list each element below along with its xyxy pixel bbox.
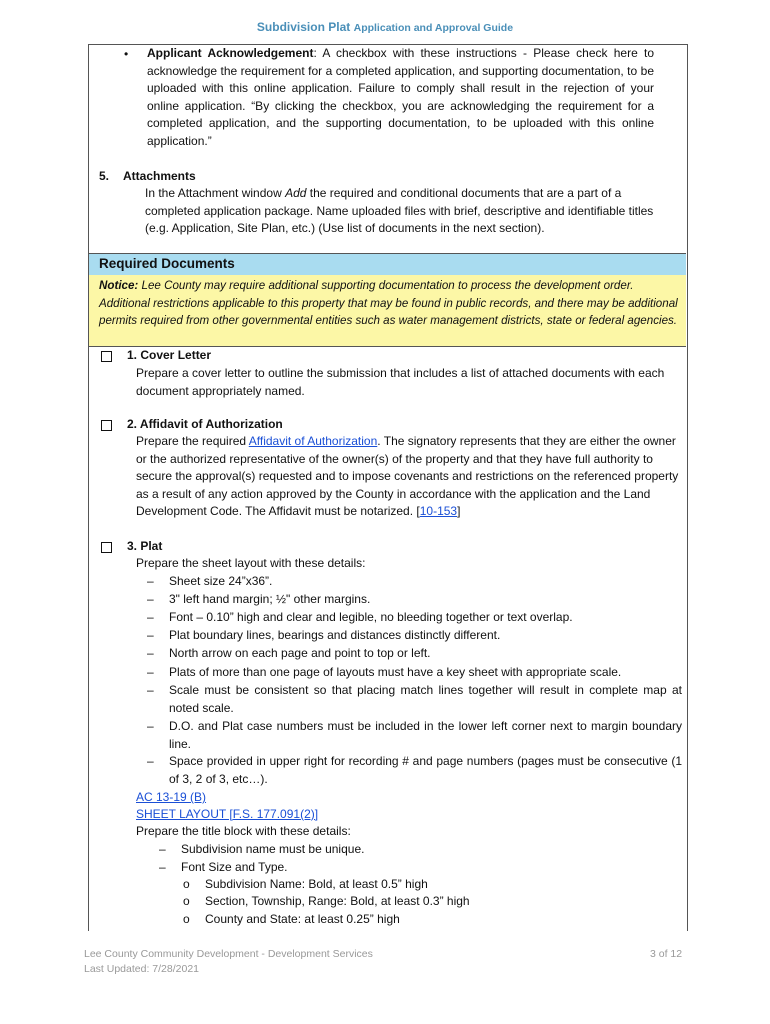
cover-letter-checkbox[interactable] bbox=[101, 351, 112, 362]
plat-sheet-item: Plat boundary lines, bearings and distances distinctly different. bbox=[169, 628, 501, 642]
dash-icon: – bbox=[147, 610, 154, 624]
footer-org: Lee County Community Development - Development Services bbox=[84, 948, 373, 960]
title-item: Subdivision name must be unique. bbox=[181, 842, 365, 856]
dash-icon: – bbox=[147, 683, 154, 697]
attachments-paragraph bbox=[145, 185, 665, 238]
page-header bbox=[0, 20, 770, 34]
plat-checkbox[interactable] bbox=[101, 542, 112, 553]
attachments-title: Attachments bbox=[123, 169, 196, 183]
attachments-text-after: the required and conditional documents that are a part of a completed application package. Name uploaded files with brief, descriptive and identifiable titles (e.g. Application, Site Plan, etc.) (Use list of documents in the next section). bbox=[145, 186, 654, 236]
affidavit-title: 2. Affidavit of Authorization bbox=[127, 417, 283, 431]
header-title: Subdivision Plat bbox=[256, 20, 351, 34]
ac-13-19-link[interactable]: AC 13-19 (B) bbox=[136, 790, 207, 804]
attachments-add-word: Add bbox=[285, 186, 307, 200]
cover-letter-text: Prepare a cover letter to outline the submission that includes a list of attached documents with each document appropriately named. bbox=[136, 366, 665, 398]
plat-sheet-item: Plats of more than one page of layouts must have a key sheet with appropriate scale. bbox=[169, 665, 622, 679]
plat-sheet-item: 3" left hand margin; ½" other margins. bbox=[169, 592, 371, 606]
affidavit-paragraph bbox=[136, 433, 681, 521]
acknowledgement-label: Applicant Acknowledgement bbox=[147, 46, 314, 60]
notice-paragraph bbox=[99, 277, 679, 330]
circle-bullet-icon: o bbox=[183, 877, 190, 891]
title-block-intro: Prepare the title block with these details: bbox=[136, 824, 351, 838]
attachments-text-before: In the Attachment window bbox=[145, 186, 286, 200]
title-item: Font Size and Type. bbox=[181, 860, 288, 874]
plat-title: 3. Plat bbox=[127, 539, 163, 553]
plat-sheet-item: Sheet size 24”x36”. bbox=[169, 574, 273, 588]
dash-icon: – bbox=[159, 842, 166, 856]
footer-updated: Last Updated: 7/28/2021 bbox=[84, 963, 200, 975]
plat-sheet-item: North arrow on each page and point to top or left. bbox=[169, 646, 431, 660]
plat-sheet-item: D.O. and Plat case numbers must be included in the lower left corner next to margin boundary line. bbox=[169, 719, 682, 751]
font-item: County and State: at least 0.25” high bbox=[205, 912, 400, 926]
circle-bullet-icon: o bbox=[183, 894, 190, 908]
font-item: Subdivision Name: Bold, at least 0.5” high bbox=[205, 877, 428, 891]
dash-icon: – bbox=[147, 719, 154, 733]
font-item: Section, Township, Range: Bold, at least 0.3” high bbox=[205, 894, 470, 908]
acknowledgement-paragraph bbox=[147, 45, 654, 151]
dash-icon: – bbox=[147, 754, 154, 768]
cover-letter-title: 1. Cover Letter bbox=[127, 348, 212, 362]
affidavit-text-before: Prepare the required bbox=[136, 434, 249, 448]
dash-icon: – bbox=[147, 574, 154, 588]
dash-icon: – bbox=[147, 628, 154, 642]
acknowledgement-text: : A checkbox with these instructions - Please check here to acknowledge the requirement for a completed application, and supporting documentation, to be uploaded with this online application. Failure to comply shall result in the rejection of your online application. “By clicking the checkbox, you are acknowledging the requirement for a completed application, and the supporting documentation, to be uploaded with this online application.” bbox=[147, 46, 655, 148]
dash-icon: – bbox=[147, 592, 154, 606]
circle-bullet-icon: o bbox=[183, 912, 190, 926]
dash-icon: – bbox=[147, 665, 154, 679]
footer-page-number: 3 of 12 bbox=[650, 948, 683, 960]
affidavit-checkbox[interactable] bbox=[101, 420, 112, 431]
plat-sheet-item: Space provided in upper right for recording # and page numbers (pages must be consecutive (1 of 3, 2 of 3, etc…). bbox=[169, 754, 682, 786]
required-documents-header bbox=[89, 253, 686, 276]
plat-sheet-item: Font – 0.10” high and clear and legible, no bleeding together or text overlap. bbox=[169, 610, 573, 624]
ldc-10-153-link[interactable]: 10-153 bbox=[419, 504, 458, 519]
affidavit-text-end: ] bbox=[457, 504, 461, 519]
dash-icon: – bbox=[147, 646, 154, 660]
affidavit-link[interactable]: Affidavit of Authorization bbox=[248, 434, 378, 448]
sheet-layout-link[interactable]: SHEET LAYOUT [F.S. 177.091(2)] bbox=[136, 807, 319, 821]
required-documents-title: Required Documents bbox=[99, 256, 235, 271]
header-subtitle: Application and Approval Guide bbox=[353, 22, 514, 34]
plat-sheet-item: Scale must be consistent so that placing match lines together will result in complete map at noted scale. bbox=[169, 683, 682, 715]
plat-intro: Prepare the sheet layout with these details: bbox=[136, 556, 366, 570]
notice-label: Notice: bbox=[99, 279, 139, 292]
dash-icon: – bbox=[159, 860, 166, 874]
notice-box bbox=[89, 275, 686, 347]
notice-text: Lee County may require additional supporting documentation to process the development order. Additional restrictions applicable to this property that may be found in public records, and there may be additional permits required from other governmental entities such as water management districts, state or federal agencies. bbox=[99, 279, 678, 328]
affidavit-text-after: . The signatory represents that they are either the owner or the authorized representative of the owner(s) of the property and that they have full authority to secure the approval(s) requested and to impose covenants and restrictions on the referenced property as a result of any action approved by the County in accordance with the application and the Land Development Code. The Affidavit must be notarized. [ bbox=[136, 434, 679, 519]
bullet-icon: • bbox=[124, 47, 129, 61]
attachments-number: 5. bbox=[99, 169, 110, 183]
